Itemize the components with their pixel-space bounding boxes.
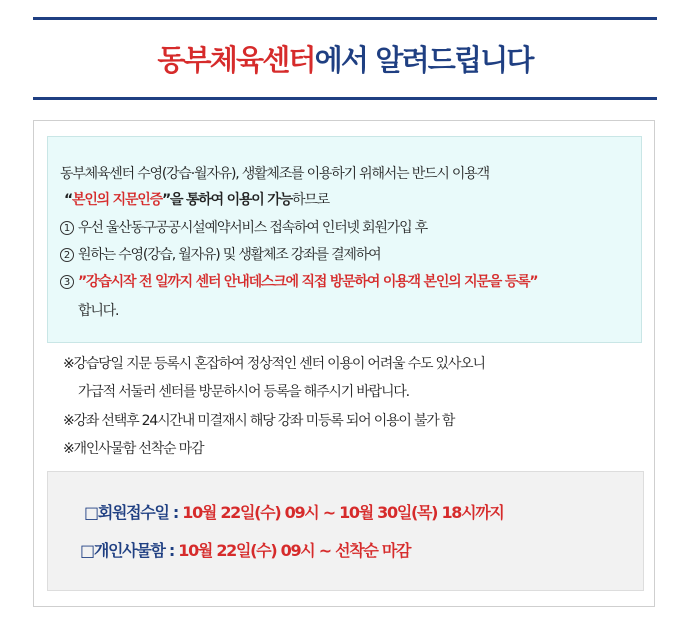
quote-close: ” [161,192,170,208]
step-1-text: 우선 울산동구공공시설예약서비스 접속하여 인터넷 회원가입 후 [78,220,427,236]
header-top-rule [33,17,657,20]
step-3-text: ”강습시작 전 일까지 센터 안내데스크에 직접 방문하여 이용객 본인의 지문을 등록” [78,274,538,290]
quote-open: “ [64,192,73,208]
step-1-number-badge: 1 [60,221,74,235]
fingerprint-auth-text: 본인의 지문인증 [72,192,162,208]
step-1 [60,217,427,237]
step-3-number-badge: 3 [60,275,74,289]
page-title-center-name: 동부체육센터 [157,43,315,77]
notice-line-end: 합니다. [78,303,119,319]
header-bottom-rule [33,97,657,100]
page-title-rest: 에서 알려드립니다 [314,43,533,77]
locker-date-label: □개인사물함 : [80,541,179,560]
step-3 [60,271,537,291]
step-2-text: 원하는 수영(강습, 월자유) 및 생활체조 강좌를 결제하여 [78,247,381,263]
remark-2: ※강좌 선택후 24시간내 미결재시 해당 강좌 미등록 되어 이용이 불가 함 [63,413,455,429]
membership-date-row [84,500,504,523]
usage-available-text: 을 통하여 이용이 가능 [169,192,292,208]
remark-1: ※강습당일 지문 등록시 혼잡하여 정상적인 센터 이용이 어려울 수도 있사오니 [63,356,485,372]
step-2 [60,244,380,264]
membership-date-value: 10월 22일(수) 09시 ~ 10월 30일(목) 18시까지 [182,503,504,522]
notice-line-2 [64,189,329,209]
notice-line-2-rest: 하므로 [291,192,329,208]
page-title [0,38,690,79]
step-2-number-badge: 2 [60,248,74,262]
remark-3: ※개인사물함 선착순 마감 [63,441,204,457]
notice-line-1: 동부체육센터 수영(강습·월자유), 생활체조를 이용하기 위해서는 반드시 이용객 [60,166,489,182]
remark-1-continued: 가급적 서둘러 센터를 방문하시어 등록을 해주시기 바랍니다. [78,384,409,400]
schedule-box [47,471,644,591]
locker-date-value: 10월 22일(수) 09시 ~ 선착순 마감 [178,541,411,560]
locker-date-row [80,538,410,561]
membership-date-label: □회원접수일 : [84,503,183,522]
